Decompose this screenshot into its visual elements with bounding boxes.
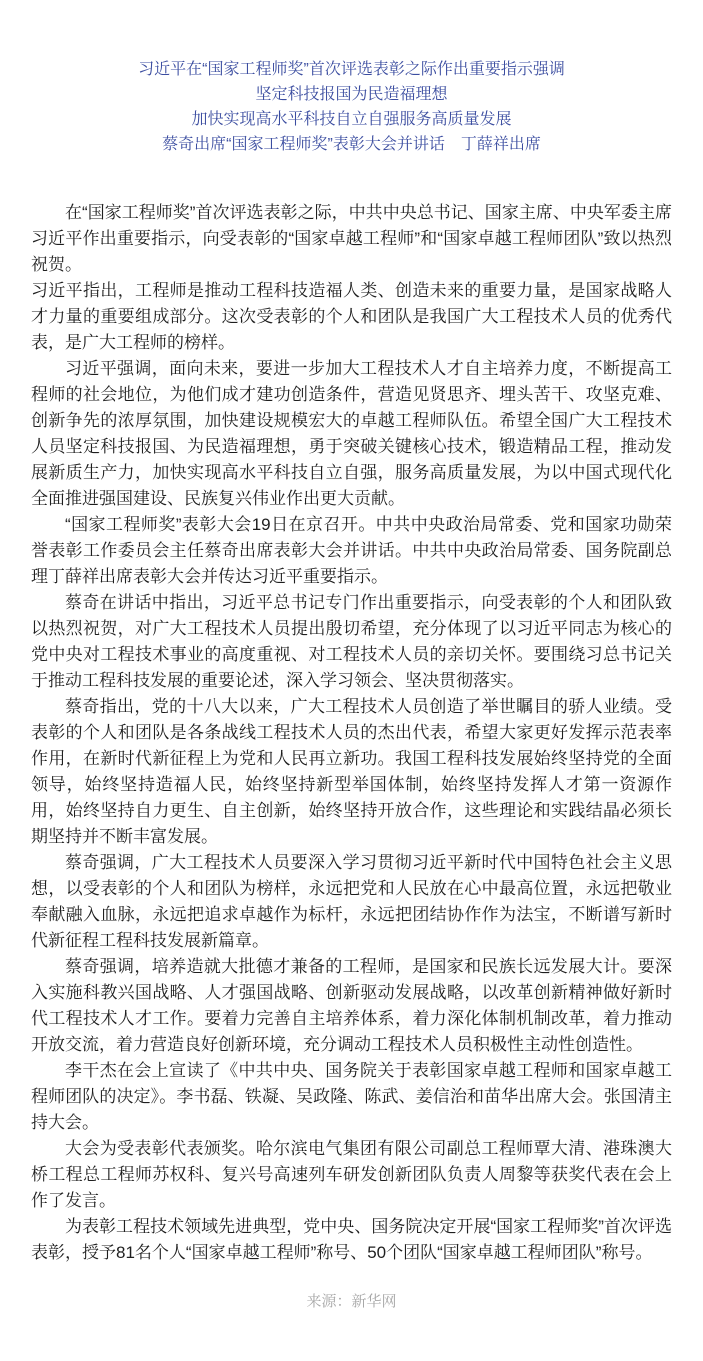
source-attribution: 来源：新华网 [306,1293,397,1310]
article-paragraph: 在“国家工程师奖”首次评选表彰之际，中共中央总书记、国家主席、中央军委主席习近平作出重要指示，向受表彰的“国家卓越工程师”和“国家卓越工程师团队”致以热烈祝贺。 [31,203,672,274]
article-title [0,57,703,157]
article-title-line-4: 蔡奇出席“国家工程师奖”表彰大会并讲话 丁薛祥出席 [162,136,541,153]
article-paragraph: 蔡奇强调，培养造就大批德才兼备的工程师，是国家和民族长远发展大计。要深入实施科教兴国战略、人才强国战略、创新驱动发展战略，以改革创新精神做好新时代工程技术人才工作。要着力完善自主培养体系，着力深化体制机制改革，着力推动开放交流，着力营造良好创新环境，充分调动工程技术人员积极性主动性创造性。 [31,957,672,1054]
article-paragraph: 蔡奇强调，广大工程技术人员要深入学习贯彻习近平新时代中国特色社会主义思想，以受表彰的个人和团队为榜样，永远把党和人民放在心中最高位置，永远把敬业奉献融入血脉，永远把追求卓越作为标杆，永远把团结协作作为法宝，不断谱写新时代新征程工程科技发展新篇章。 [31,853,672,950]
article-paragraph: 蔡奇在讲话中指出，习近平总书记专门作出重要指示，向受表彰的个人和团队致以热烈祝贺，对广大工程技术人员提出殷切希望，充分体现了以习近平同志为核心的党中央对工程技术事业的高度重视、对工程技术人员的亲切关怀。要围绕习总书记关于推动工程科技发展的重要论述，深入学习领会、坚决贯彻落实。 [31,593,672,690]
article-paragraph: 蔡奇指出，党的十八大以来，广大工程技术人员创造了举世瞩目的骄人业绩。受表彰的个人和团队是各条战线工程技术人员的杰出代表，希望大家更好发挥示范表率作用，在新时代新征程上为党和人民再立新功。我国工程科技发展始终坚持党的全面领导，始终坚持造福人民，始终坚持新型举国体制，始终坚持发挥人才第一资源作用，始终坚持自力更生、自主创新，始终坚持开放合作，这些理论和实践结晶必须长期坚持并不断丰富发展。 [31,697,672,846]
article-paragraph: “国家工程师奖”表彰大会19日在京召开。中共中央政治局常委、党和国家功勋荣誉表彰工作委员会主任蔡奇出席表彰大会并讲话。中共中央政治局常委、国务院副总理丁薛祥出席表彰大会并传达习近平重要指示。 [31,515,672,586]
article-paragraph: 大会为受表彰代表颁奖。哈尔滨电气集团有限公司副总工程师覃大清、港珠澳大桥工程总工程师苏权科、复兴号高速列车研发创新团队负责人周黎等获奖代表在会上作了发言。 [31,1139,672,1210]
article-paragraph: 为表彰工程技术领域先进典型，党中央、国务院决定开展“国家工程师奖”首次评选表彰，授予81名个人“国家卓越工程师”称号、50个团队“国家卓越工程师团队”称号。 [31,1217,672,1262]
article-title-line-2: 坚定科技报国为民造福理想 [255,86,448,103]
article-title-line-1: 习近平在“国家工程师奖”首次评选表彰之际作出重要指示强调 [138,61,565,78]
article-paragraph: 习近平强调，面向未来，要进一步加大工程技术人才自主培养力度，不断提高工程师的社会地位，为他们成才建功创造条件，营造见贤思齐、埋头苦干、攻坚克难、创新争先的浓厚氛围，加快建设规模宏大的卓越工程师队伍。希望全国广大工程技术人员坚定科技报国、为民造福理想，勇于突破关键核心技术，锻造精品工程，推动发展新质生产力，加快实现高水平科技自立自强，服务高质量发展，为以中国式现代化全面推进强国建设、民族复兴伟业作出更大贡献。 [31,359,672,508]
article-body [31,200,672,1266]
article-paragraph: 李干杰在会上宣读了《中共中央、国务院关于表彰国家卓越工程师和国家卓越工程师团队的决定》。李书磊、铁凝、吴政隆、陈武、姜信治和苗华出席大会。张国清主持大会。 [31,1061,672,1132]
article-title-line-3: 加快实现高水平科技自立自强服务高质量发展 [191,111,512,128]
article-paragraph: 习近平指出，工程师是推动工程科技造福人类、创造未来的重要力量，是国家战略人才力量的重要组成部分。这次受表彰的个人和团队是我国广大工程技术人员的优秀代表，是广大工程师的榜样。 [31,281,672,352]
